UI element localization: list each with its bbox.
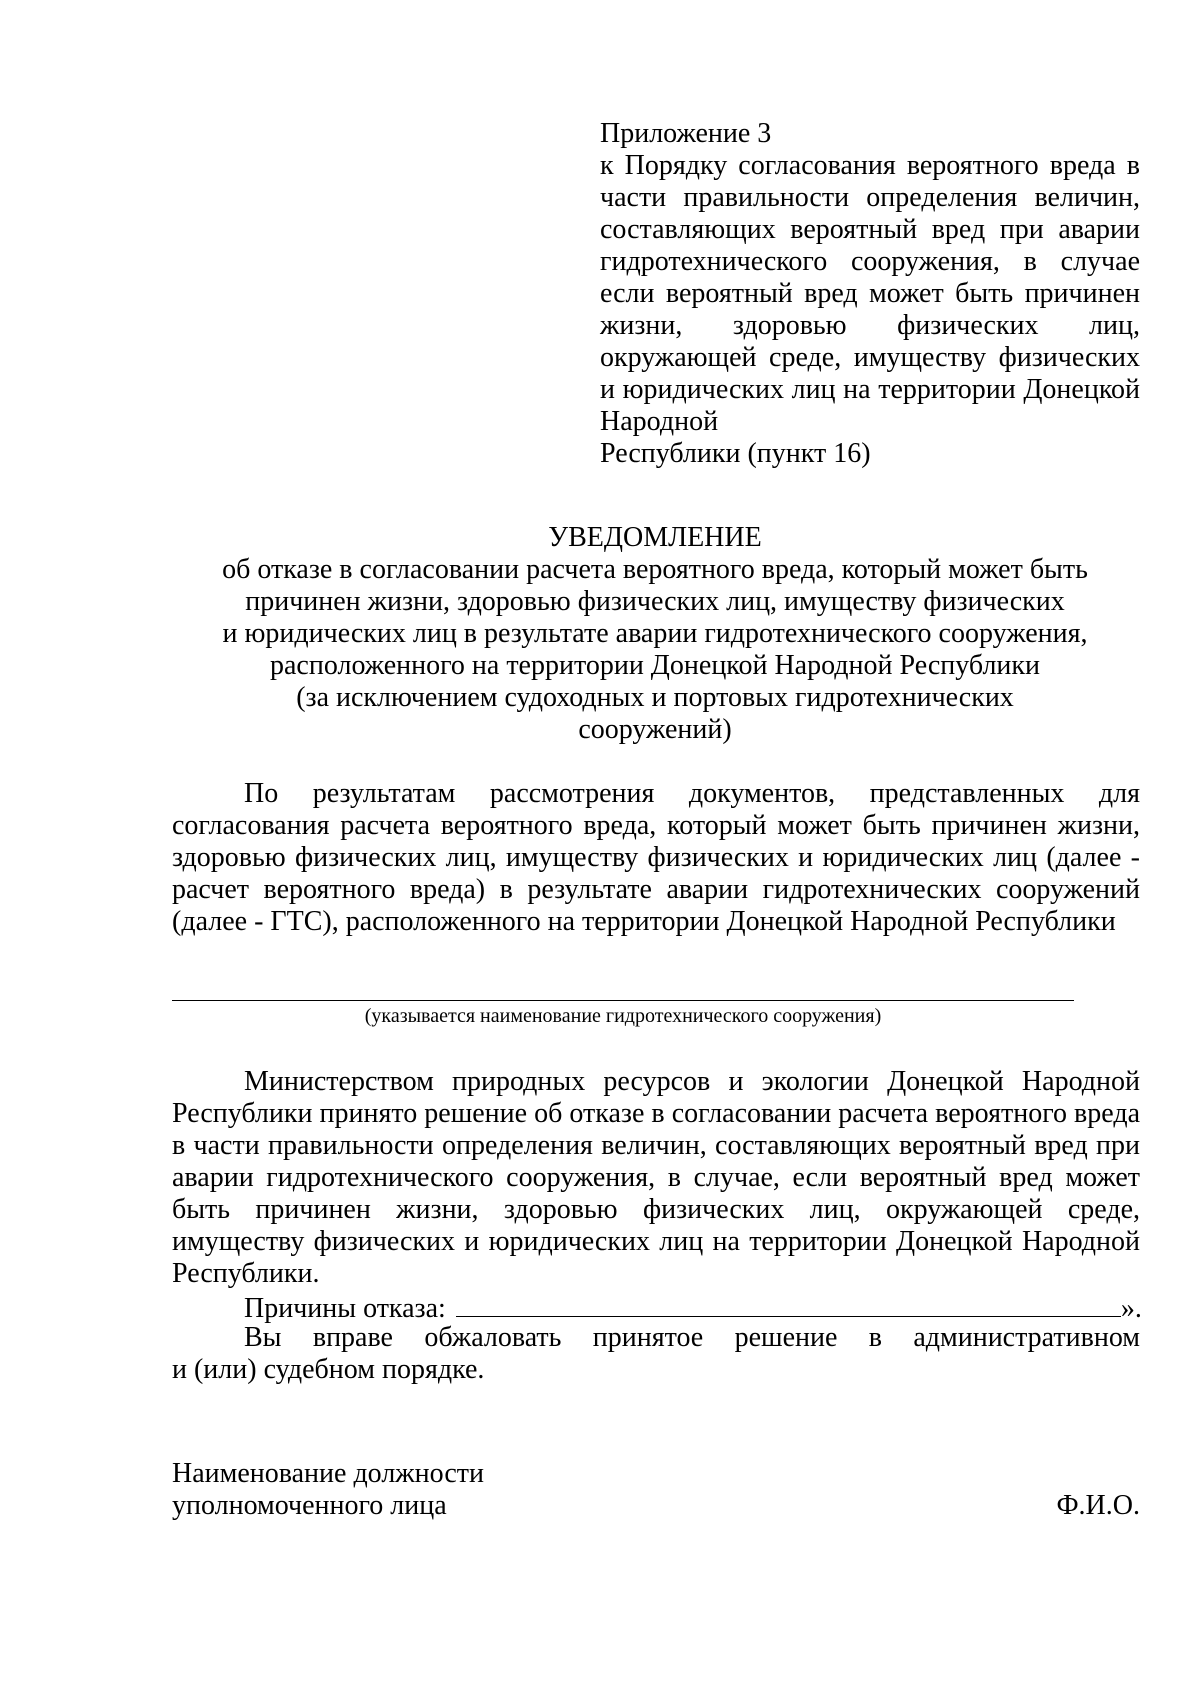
appendix-block	[600, 118, 1140, 470]
subtitle-line: расположенного на территории Донецкой Народной Республики	[270, 650, 1040, 681]
signatory-name: Ф.И.О.	[1056, 1490, 1140, 1521]
refusal-reasons-line	[244, 1290, 1140, 1325]
appendix-reference: к Порядку согласования вероятного вреда в части правильности определения величин, составляющих вероятный вред при аварии гидротехнического сооружения, в случае если вероятный вред может быть причинен жизни, здоровью физических лиц, окружающей среде, имуществу физических и юридических лиц на территории Донецкой Народной	[600, 150, 1140, 437]
paragraph-decision: Министерством природных ресурсов и экологии Донецкой Народной Республики принято решение об отказе в согласовании расчета вероятного вреда в части правильности определения величин, составляющих вероятный вред при аварии гидротехнического сооружения, в случае, если вероятный вред может быть причинен жизни, здоровью физических лиц, окружающей среде, имуществу физических и юридических лиц на территории Донецкой Народной Республики.	[172, 1066, 1140, 1289]
notice-title-block	[170, 522, 1140, 746]
subtitle-line: об отказе в согласовании расчета вероятного вреда, который может быть	[222, 554, 1088, 585]
subtitle-line: сооружений)	[578, 714, 732, 745]
gts-name-caption: (указывается наименование гидротехнического сооружения)	[364, 1005, 882, 1027]
appeal-line-1: Вы вправе обжаловать принятое решение в административном	[244, 1322, 1140, 1353]
notice-title: УВЕДОМЛЕНИЕ	[548, 522, 762, 553]
subtitle-line: причинен жизни, здоровью физических лиц, имуществу физических	[245, 586, 1065, 617]
notice-subtitle	[170, 554, 1140, 746]
signatory-position-line-1: Наименование должности	[172, 1458, 484, 1489]
refusal-reasons-label: Причины отказа:	[244, 1293, 446, 1324]
signatory-position	[172, 1458, 672, 1522]
refusal-reasons-blank	[456, 1290, 1121, 1317]
appeal-paragraph	[172, 1322, 1140, 1386]
appendix-reference-end: Республики (пункт 16)	[600, 438, 871, 469]
appendix-number: Приложение 3	[600, 118, 772, 149]
subtitle-line: и юридических лиц в результате аварии гидротехнического сооружения,	[222, 618, 1088, 649]
subtitle-line: (за исключением судоходных и портовых гидротехнических	[296, 682, 1014, 713]
signatory-position-line-2: уполномоченного лица	[172, 1490, 447, 1521]
gts-name-blank-line	[172, 1000, 1074, 1001]
refusal-reasons-end: ».	[1120, 1293, 1142, 1324]
paragraph-review-results: По результатам рассмотрения документов, представленных для согласования расчета вероятного вреда, который может быть причинен жизни, здоровью физических лиц, имуществу физических и юридических лиц (далее - расчет вероятного вреда) в результате аварии гидротехнических сооружений (далее - ГТС), расположенного на территории Донецкой Народной Республики	[172, 778, 1140, 937]
appeal-line-2: и (или) судебном порядке.	[172, 1354, 485, 1385]
